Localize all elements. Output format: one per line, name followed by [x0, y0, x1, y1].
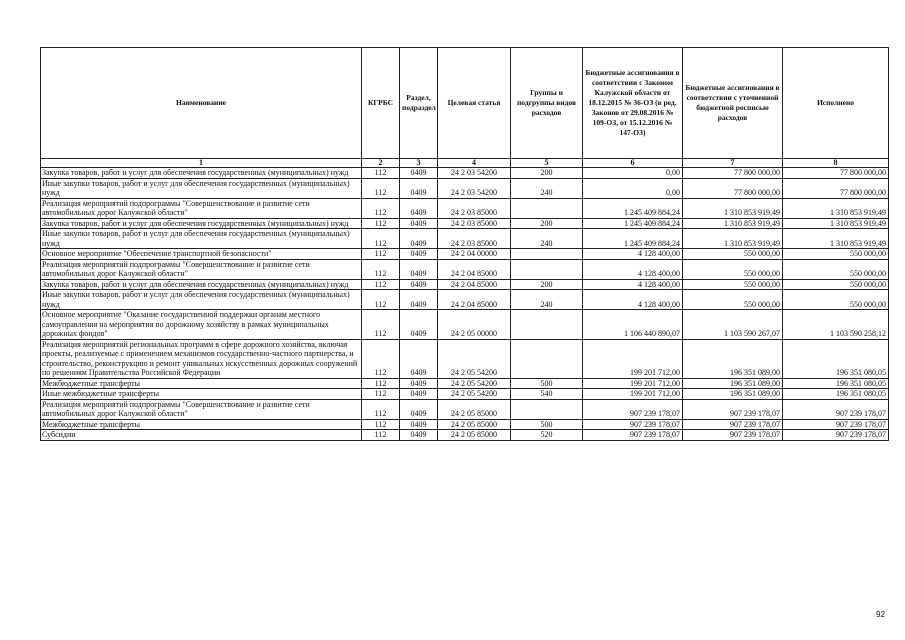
table-row [41, 419, 889, 430]
cell-budget-law: 0,00 [583, 178, 683, 198]
table-row [41, 339, 889, 378]
cell-section: 0409 [400, 218, 438, 229]
table-row [41, 430, 889, 441]
cell-budget-refined: 196 351 089,00 [683, 389, 783, 400]
cell-target: 24 2 05 54200 [438, 378, 511, 389]
cell-budget-refined: 550 000,00 [683, 249, 783, 260]
cell-budget-refined: 907 239 178,07 [683, 419, 783, 430]
column-number: 6 [583, 159, 683, 168]
cell-section: 0409 [400, 290, 438, 310]
header-row [41, 48, 889, 159]
cell-section: 0409 [400, 249, 438, 260]
cell-target: 24 2 05 85000 [438, 430, 511, 441]
cell-section: 0409 [400, 399, 438, 419]
cell-budget-law: 199 201 712,00 [583, 389, 683, 400]
cell-name: Межбюджетные трансферты [41, 419, 362, 430]
column-number: 8 [783, 159, 889, 168]
cell-group: 200 [511, 168, 583, 179]
table-row [41, 290, 889, 310]
cell-group: 200 [511, 218, 583, 229]
cell-kgrbs: 112 [362, 290, 400, 310]
column-number: 5 [511, 159, 583, 168]
cell-section: 0409 [400, 419, 438, 430]
cell-group: 240 [511, 178, 583, 198]
column-number: 1 [41, 159, 362, 168]
cell-executed: 1 310 853 919,49 [783, 229, 889, 249]
table-row [41, 399, 889, 419]
header-budget-law: Бюджетные ассигнования в соответствии с Законом Калужской области от 18.12.2015 № 36-ОЗ (в ред. Законов от 29.08.2016 № 109-ОЗ, от 15.12.2016 № 147-ОЗ) [583, 48, 683, 159]
cell-executed: 550 000,00 [783, 279, 889, 290]
cell-kgrbs: 112 [362, 218, 400, 229]
cell-target: 24 2 03 54200 [438, 178, 511, 198]
table-row [41, 310, 889, 340]
cell-kgrbs: 112 [362, 168, 400, 179]
cell-group [511, 249, 583, 260]
cell-executed: 77 800 000,00 [783, 178, 889, 198]
cell-section: 0409 [400, 198, 438, 218]
cell-target: 24 2 05 54200 [438, 389, 511, 400]
cell-name: Закупка товаров, работ и услуг для обеспечения государственных (муниципальных) нужд [41, 279, 362, 290]
cell-executed: 1 310 853 919,49 [783, 218, 889, 229]
cell-kgrbs: 112 [362, 178, 400, 198]
cell-executed: 1 103 590 258,12 [783, 310, 889, 340]
cell-name: Реализация мероприятий подпрограммы "Совершенствование и развитие сети автомобильных дорог Калужской области" [41, 198, 362, 218]
cell-name: Межбюджетные трансферты [41, 378, 362, 389]
cell-kgrbs: 112 [362, 378, 400, 389]
cell-name: Иные закупки товаров, работ и услуг для обеспечения государственных (муниципальных) нужд [41, 178, 362, 198]
budget-table [40, 47, 889, 441]
header-name: Наименование [41, 48, 362, 159]
cell-budget-refined: 550 000,00 [683, 279, 783, 290]
cell-kgrbs: 112 [362, 339, 400, 378]
cell-executed: 907 239 178,07 [783, 399, 889, 419]
cell-executed: 196 351 080,05 [783, 389, 889, 400]
page-number: 92 [876, 610, 885, 619]
cell-group [511, 259, 583, 279]
cell-name: Реализация мероприятий подпрограммы "Совершенствование и развитие сети автомобильных дорог Калужской области" [41, 399, 362, 419]
cell-target: 24 2 05 00000 [438, 310, 511, 340]
cell-kgrbs: 112 [362, 198, 400, 218]
header-groups: Группы и подгруппы видов расходов [511, 48, 583, 159]
table-row [41, 249, 889, 260]
cell-executed: 550 000,00 [783, 259, 889, 279]
cell-budget-refined: 77 800 000,00 [683, 168, 783, 179]
cell-section: 0409 [400, 279, 438, 290]
cell-budget-refined: 196 351 089,00 [683, 339, 783, 378]
column-number: 7 [683, 159, 783, 168]
cell-kgrbs: 112 [362, 430, 400, 441]
cell-budget-law: 1 245 409 884,24 [583, 198, 683, 218]
table-row [41, 259, 889, 279]
cell-name: Реализация мероприятий подпрограммы "Совершенствование и развитие сети автомобильных дорог Калужской области" [41, 259, 362, 279]
cell-executed: 907 239 178,07 [783, 419, 889, 430]
cell-kgrbs: 112 [362, 279, 400, 290]
cell-budget-law: 907 239 178,07 [583, 419, 683, 430]
cell-executed: 77 800 000,00 [783, 168, 889, 179]
table-row [41, 229, 889, 249]
cell-budget-refined: 77 800 000,00 [683, 178, 783, 198]
cell-kgrbs: 112 [362, 310, 400, 340]
cell-target: 24 2 04 85000 [438, 259, 511, 279]
cell-section: 0409 [400, 389, 438, 400]
cell-section: 0409 [400, 259, 438, 279]
cell-executed: 196 351 080,05 [783, 339, 889, 378]
table-row [41, 218, 889, 229]
cell-name: Закупка товаров, работ и услуг для обеспечения государственных (муниципальных) нужд [41, 218, 362, 229]
cell-budget-refined: 1 310 853 919,49 [683, 198, 783, 218]
cell-name: Основное мероприятие "Обеспечение транспортной безопасности" [41, 249, 362, 260]
cell-target: 24 2 05 85000 [438, 399, 511, 419]
cell-budget-refined: 550 000,00 [683, 259, 783, 279]
cell-target: 24 2 03 85000 [438, 198, 511, 218]
cell-group: 240 [511, 290, 583, 310]
column-number: 3 [400, 159, 438, 168]
cell-budget-law: 907 239 178,07 [583, 399, 683, 419]
cell-group: 200 [511, 279, 583, 290]
column-number: 2 [362, 159, 400, 168]
cell-name: Субсидии [41, 430, 362, 441]
table-row [41, 178, 889, 198]
header-kgrbs: КГРБС [362, 48, 400, 159]
cell-target: 24 2 04 85000 [438, 290, 511, 310]
cell-section: 0409 [400, 168, 438, 179]
cell-name: Иные межбюджетные трансферты [41, 389, 362, 400]
cell-section: 0409 [400, 229, 438, 249]
cell-budget-law: 1 245 409 884,24 [583, 229, 683, 249]
cell-budget-refined: 196 351 089,00 [683, 378, 783, 389]
column-number: 4 [438, 159, 511, 168]
cell-target: 24 2 05 54200 [438, 339, 511, 378]
header-section: Раздел, подраздел [400, 48, 438, 159]
cell-group: 240 [511, 229, 583, 249]
column-number-row [41, 159, 889, 168]
cell-budget-law: 0,00 [583, 168, 683, 179]
cell-name: Реализация мероприятий региональных программ в сфере дорожного хозяйства, включая проекты, реализуемые с применением механизмов государственно-частного партнерства, и строительство, реконструкцию и ремонт уникальных искусственных дорожных сооружений по решениям Правительства Российской Федерации [41, 339, 362, 378]
cell-section: 0409 [400, 310, 438, 340]
cell-group [511, 339, 583, 378]
table-body [41, 168, 889, 441]
cell-group: 500 [511, 419, 583, 430]
cell-group [511, 310, 583, 340]
budget-table-sheet [40, 47, 888, 441]
cell-budget-law: 4 128 400,00 [583, 279, 683, 290]
cell-section: 0409 [400, 339, 438, 378]
cell-budget-law: 4 128 400,00 [583, 290, 683, 310]
cell-budget-refined: 550 000,00 [683, 290, 783, 310]
table-row [41, 198, 889, 218]
cell-budget-refined: 1 310 853 919,49 [683, 229, 783, 249]
cell-budget-law: 1 106 440 890,07 [583, 310, 683, 340]
cell-name: Основное мероприятие "Оказание государственной поддержки органам местного самоуправления на мероприятия по дорожному хозяйству в рамках муниципальных дорожных фондов" [41, 310, 362, 340]
cell-budget-law: 1 245 409 884,24 [583, 218, 683, 229]
cell-target: 24 2 03 85000 [438, 229, 511, 249]
cell-kgrbs: 112 [362, 419, 400, 430]
cell-budget-refined: 1 103 590 267,07 [683, 310, 783, 340]
cell-executed: 550 000,00 [783, 249, 889, 260]
cell-budget-law: 199 201 712,00 [583, 378, 683, 389]
header-target: Целевая статья [438, 48, 511, 159]
cell-target: 24 2 04 00000 [438, 249, 511, 260]
cell-budget-law: 4 128 400,00 [583, 259, 683, 279]
cell-target: 24 2 05 85000 [438, 419, 511, 430]
header-budget-refined: Бюджетные ассигнования в соответствии с уточненной бюджетной росписью расходов [683, 48, 783, 159]
cell-group: 500 [511, 378, 583, 389]
table-row [41, 389, 889, 400]
header-executed: Исполнено [783, 48, 889, 159]
cell-kgrbs: 112 [362, 249, 400, 260]
cell-executed: 196 351 080,05 [783, 378, 889, 389]
cell-group: 540 [511, 389, 583, 400]
cell-kgrbs: 112 [362, 259, 400, 279]
cell-name: Закупка товаров, работ и услуг для обеспечения государственных (муниципальных) нужд [41, 168, 362, 179]
cell-target: 24 2 04 85000 [438, 279, 511, 290]
cell-budget-law: 199 201 712,00 [583, 339, 683, 378]
cell-budget-refined: 907 239 178,07 [683, 430, 783, 441]
table-row [41, 279, 889, 290]
cell-kgrbs: 112 [362, 389, 400, 400]
cell-executed: 907 239 178,07 [783, 430, 889, 441]
cell-section: 0409 [400, 430, 438, 441]
table-row [41, 378, 889, 389]
cell-budget-law: 4 128 400,00 [583, 249, 683, 260]
cell-group [511, 399, 583, 419]
cell-name: Иные закупки товаров, работ и услуг для обеспечения государственных (муниципальных) нужд [41, 229, 362, 249]
cell-group: 520 [511, 430, 583, 441]
cell-executed: 550 000,00 [783, 290, 889, 310]
cell-kgrbs: 112 [362, 399, 400, 419]
cell-section: 0409 [400, 378, 438, 389]
cell-budget-law: 907 239 178,07 [583, 430, 683, 441]
cell-kgrbs: 112 [362, 229, 400, 249]
table-row [41, 168, 889, 179]
cell-target: 24 2 03 54200 [438, 168, 511, 179]
cell-name: Иные закупки товаров, работ и услуг для обеспечения государственных (муниципальных) нужд [41, 290, 362, 310]
cell-executed: 1 310 853 919,49 [783, 198, 889, 218]
cell-budget-refined: 1 310 853 919,49 [683, 218, 783, 229]
cell-section: 0409 [400, 178, 438, 198]
cell-budget-refined: 907 239 178,07 [683, 399, 783, 419]
cell-group [511, 198, 583, 218]
cell-target: 24 2 03 85000 [438, 218, 511, 229]
